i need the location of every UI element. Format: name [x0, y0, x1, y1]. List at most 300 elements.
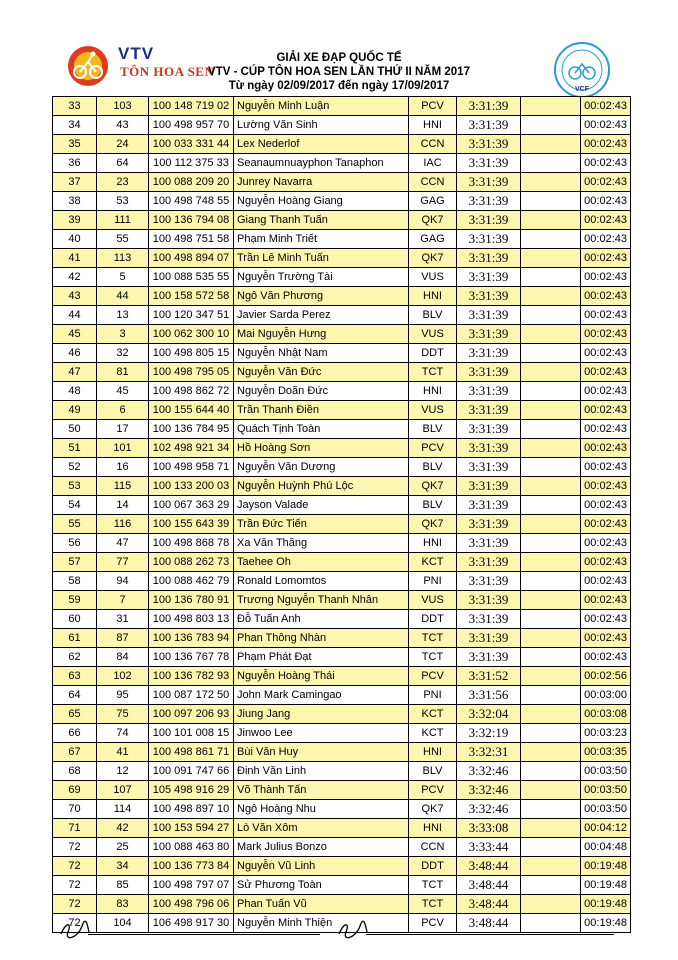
signature-line-left — [88, 934, 320, 935]
table-row — [53, 268, 631, 287]
time-cell: 3:31:39 — [457, 515, 521, 534]
bib-cell: 7 — [97, 591, 149, 610]
team-cell: QK7 — [409, 249, 457, 268]
team-cell: KCT — [409, 553, 457, 572]
bib-cell: 6 — [97, 401, 149, 420]
rank-cell: 63 — [53, 667, 97, 686]
page-title: GIẢI XE ĐẠP QUỐC TẾ — [276, 52, 402, 64]
team-cell: VUS — [409, 325, 457, 344]
uci-id-cell: 100 498 803 13 — [149, 610, 234, 629]
gap-cell: 00:02:43 — [581, 344, 631, 363]
rider-name-cell: Xa Văn Thăng — [234, 534, 409, 553]
gap-cell: 00:02:43 — [581, 306, 631, 325]
rank-cell: 70 — [53, 800, 97, 819]
team-cell: TCT — [409, 629, 457, 648]
time-cell: 3:31:39 — [457, 154, 521, 173]
team-cell: KCT — [409, 724, 457, 743]
gap-cell: 00:19:48 — [581, 857, 631, 876]
team-cell: BLV — [409, 420, 457, 439]
gap-cell: 00:02:43 — [581, 553, 631, 572]
rider-name-cell: Trần Đức Tiến — [234, 515, 409, 534]
gap-cell: 00:03:00 — [581, 686, 631, 705]
rider-name-cell: Lò Văn Xôm — [234, 819, 409, 838]
table-row — [53, 743, 631, 762]
uci-id-cell: 100 155 643 39 — [149, 515, 234, 534]
vcf-badge-icon — [552, 40, 612, 100]
rider-name-cell: Ngô Hoàng Nhu — [234, 800, 409, 819]
blank-cell — [521, 458, 581, 477]
bib-cell: 45 — [97, 382, 149, 401]
rider-name-cell: Hồ Hoàng Sơn — [234, 439, 409, 458]
time-cell: 3:48:44 — [457, 857, 521, 876]
table-row — [53, 477, 631, 496]
rider-name-cell: Ngô Văn Phương — [234, 287, 409, 306]
rank-cell: 51 — [53, 439, 97, 458]
table-row — [53, 192, 631, 211]
uci-id-cell: 100 155 644 40 — [149, 401, 234, 420]
table-row — [53, 116, 631, 135]
rider-name-cell: Trương Nguyễn Thanh Nhân — [234, 591, 409, 610]
rank-cell: 34 — [53, 116, 97, 135]
rider-name-cell: Lường Văn Sinh — [234, 116, 409, 135]
rider-name-cell: Lex Nederlof — [234, 135, 409, 154]
rider-name-cell: Mark Julius Bonzo — [234, 838, 409, 857]
team-cell: QK7 — [409, 211, 457, 230]
gap-cell: 00:02:43 — [581, 572, 631, 591]
rank-cell: 42 — [53, 268, 97, 287]
blank-cell — [521, 572, 581, 591]
team-cell: VUS — [409, 401, 457, 420]
uci-id-cell: 100 498 894 07 — [149, 249, 234, 268]
uci-id-cell: 100 136 773 84 — [149, 857, 234, 876]
team-cell: BLV — [409, 496, 457, 515]
team-cell: QK7 — [409, 515, 457, 534]
uci-id-cell: 100 136 780 91 — [149, 591, 234, 610]
gap-cell: 00:03:08 — [581, 705, 631, 724]
uci-id-cell: 100 498 805 15 — [149, 344, 234, 363]
time-cell: 3:31:39 — [457, 135, 521, 154]
uci-id-cell: 100 498 957 70 — [149, 116, 234, 135]
gap-cell: 00:02:43 — [581, 325, 631, 344]
team-cell: HNI — [409, 287, 457, 306]
rank-cell: 72 — [53, 838, 97, 857]
gap-cell: 00:02:43 — [581, 97, 631, 116]
blank-cell — [521, 800, 581, 819]
rank-cell: 61 — [53, 629, 97, 648]
blank-cell — [521, 705, 581, 724]
time-cell: 3:31:39 — [457, 591, 521, 610]
rank-cell: 68 — [53, 762, 97, 781]
time-cell: 3:31:39 — [457, 249, 521, 268]
uci-id-cell: 100 498 897 10 — [149, 800, 234, 819]
uci-id-cell: 100 112 375 33 — [149, 154, 234, 173]
gap-cell: 00:03:50 — [581, 762, 631, 781]
gap-cell: 00:02:43 — [581, 192, 631, 211]
results-body — [53, 97, 631, 933]
blank-cell — [521, 781, 581, 800]
table-row — [53, 857, 631, 876]
bib-cell: 3 — [97, 325, 149, 344]
gap-cell: 00:02:43 — [581, 230, 631, 249]
time-cell: 3:31:39 — [457, 610, 521, 629]
table-row — [53, 686, 631, 705]
blank-cell — [521, 192, 581, 211]
bib-cell: 64 — [97, 154, 149, 173]
uci-id-cell: 100 158 572 58 — [149, 287, 234, 306]
time-cell: 3:31:39 — [457, 420, 521, 439]
bib-cell: 101 — [97, 439, 149, 458]
bib-cell: 16 — [97, 458, 149, 477]
signature-mark-right — [336, 918, 370, 940]
time-cell: 3:31:39 — [457, 363, 521, 382]
time-cell: 3:32:31 — [457, 743, 521, 762]
rider-name-cell: Trần Thanh Điền — [234, 401, 409, 420]
gap-cell: 00:02:43 — [581, 591, 631, 610]
rank-cell: 57 — [53, 553, 97, 572]
blank-cell — [521, 287, 581, 306]
team-cell: TCT — [409, 895, 457, 914]
table-row — [53, 420, 631, 439]
rider-name-cell: Đinh Văn Linh — [234, 762, 409, 781]
team-cell: BLV — [409, 458, 457, 477]
time-cell: 3:32:46 — [457, 800, 521, 819]
team-cell: TCT — [409, 648, 457, 667]
blank-cell — [521, 230, 581, 249]
team-cell: PNI — [409, 572, 457, 591]
gap-cell: 00:19:48 — [581, 895, 631, 914]
gap-cell: 00:03:35 — [581, 743, 631, 762]
team-cell: HNI — [409, 743, 457, 762]
uci-id-cell: 100 136 784 95 — [149, 420, 234, 439]
time-cell: 3:31:39 — [457, 629, 521, 648]
bib-cell: 87 — [97, 629, 149, 648]
rider-name-cell: Quách Tịnh Toàn — [234, 420, 409, 439]
gap-cell: 00:02:43 — [581, 154, 631, 173]
uci-id-cell: 100 498 861 71 — [149, 743, 234, 762]
blank-cell — [521, 686, 581, 705]
rank-cell: 72 — [53, 914, 97, 933]
time-cell: 3:31:39 — [457, 287, 521, 306]
time-cell: 3:31:39 — [457, 230, 521, 249]
gap-cell: 00:02:43 — [581, 382, 631, 401]
uci-id-cell: 100 062 300 10 — [149, 325, 234, 344]
uci-id-cell: 100 136 783 94 — [149, 629, 234, 648]
table-row — [53, 534, 631, 553]
bib-cell: 31 — [97, 610, 149, 629]
uci-id-cell: 102 498 921 34 — [149, 439, 234, 458]
team-cell: BLV — [409, 306, 457, 325]
gap-cell: 00:02:56 — [581, 667, 631, 686]
table-row — [53, 629, 631, 648]
uci-id-cell: 100 148 719 02 — [149, 97, 234, 116]
blank-cell — [521, 268, 581, 287]
table-row — [53, 572, 631, 591]
blank-cell — [521, 249, 581, 268]
table-row — [53, 762, 631, 781]
blank-cell — [521, 382, 581, 401]
rank-cell: 33 — [53, 97, 97, 116]
team-cell: VUS — [409, 591, 457, 610]
blank-cell — [521, 762, 581, 781]
blank-cell — [521, 325, 581, 344]
time-cell: 3:31:39 — [457, 572, 521, 591]
rider-name-cell: Taehee Oh — [234, 553, 409, 572]
bib-cell: 113 — [97, 249, 149, 268]
blank-cell — [521, 610, 581, 629]
bib-cell: 83 — [97, 895, 149, 914]
rank-cell: 56 — [53, 534, 97, 553]
bib-cell: 34 — [97, 857, 149, 876]
team-cell: HNI — [409, 534, 457, 553]
blank-cell — [521, 534, 581, 553]
rider-name-cell: Trần Lê Minh Tuấn — [234, 249, 409, 268]
bib-cell: 77 — [97, 553, 149, 572]
bib-cell: 32 — [97, 344, 149, 363]
rider-name-cell: Phan Thông Nhàn — [234, 629, 409, 648]
blank-cell — [521, 344, 581, 363]
team-cell: DDT — [409, 344, 457, 363]
time-cell: 3:31:39 — [457, 477, 521, 496]
bib-cell: 107 — [97, 781, 149, 800]
blank-cell — [521, 439, 581, 458]
results-table — [52, 96, 631, 933]
blank-cell — [521, 914, 581, 933]
rank-cell: 52 — [53, 458, 97, 477]
team-cell: CCN — [409, 135, 457, 154]
team-cell: PNI — [409, 686, 457, 705]
rank-cell: 50 — [53, 420, 97, 439]
rider-name-cell: Nguyễn Hoàng Thái — [234, 667, 409, 686]
rank-cell: 45 — [53, 325, 97, 344]
time-cell: 3:31:52 — [457, 667, 521, 686]
team-cell: DDT — [409, 857, 457, 876]
table-row — [53, 401, 631, 420]
team-cell: VUS — [409, 268, 457, 287]
team-cell: TCT — [409, 876, 457, 895]
time-cell: 3:31:39 — [457, 268, 521, 287]
gap-cell: 00:02:43 — [581, 439, 631, 458]
uci-id-cell: 100 136 794 08 — [149, 211, 234, 230]
gap-cell: 00:02:43 — [581, 477, 631, 496]
table-row — [53, 363, 631, 382]
bib-cell: 53 — [97, 192, 149, 211]
uci-id-cell: 100 136 782 93 — [149, 667, 234, 686]
gap-cell: 00:03:50 — [581, 781, 631, 800]
blank-cell — [521, 629, 581, 648]
rider-name-cell: Nguyễn Hoàng Giang — [234, 192, 409, 211]
rank-cell: 67 — [53, 743, 97, 762]
rider-name-cell: Ronald Lomomtos — [234, 572, 409, 591]
rank-cell: 48 — [53, 382, 97, 401]
time-cell: 3:31:56 — [457, 686, 521, 705]
team-cell: PCV — [409, 914, 457, 933]
uci-id-cell: 100 498 796 06 — [149, 895, 234, 914]
gap-cell: 00:02:43 — [581, 135, 631, 154]
bib-cell: 84 — [97, 648, 149, 667]
bib-cell: 85 — [97, 876, 149, 895]
bib-cell: 24 — [97, 135, 149, 154]
blank-cell — [521, 97, 581, 116]
team-cell: HNI — [409, 116, 457, 135]
date-range: Từ ngày 02/09/2017 đến ngày 17/09/2017 — [228, 80, 450, 92]
gap-cell: 00:02:43 — [581, 401, 631, 420]
rider-name-cell: Nguyễn Văn Đức — [234, 363, 409, 382]
gap-cell: 00:04:48 — [581, 838, 631, 857]
uci-id-cell: 100 498 748 55 — [149, 192, 234, 211]
gap-cell: 00:02:43 — [581, 287, 631, 306]
time-cell: 3:33:44 — [457, 838, 521, 857]
table-row — [53, 496, 631, 515]
rank-cell: 69 — [53, 781, 97, 800]
table-row — [53, 154, 631, 173]
gap-cell: 00:02:43 — [581, 629, 631, 648]
table-row — [53, 724, 631, 743]
uci-id-cell: 100 088 262 73 — [149, 553, 234, 572]
uci-id-cell: 100 498 751 58 — [149, 230, 234, 249]
time-cell: 3:31:39 — [457, 458, 521, 477]
uci-id-cell: 100 498 958 71 — [149, 458, 234, 477]
blank-cell — [521, 743, 581, 762]
table-row — [53, 648, 631, 667]
time-cell: 3:31:39 — [457, 173, 521, 192]
uci-id-cell: 100 498 862 72 — [149, 382, 234, 401]
table-row — [53, 173, 631, 192]
bib-cell: 95 — [97, 686, 149, 705]
rank-cell: 62 — [53, 648, 97, 667]
team-cell: IAC — [409, 154, 457, 173]
signature-line-right — [366, 934, 614, 935]
gap-cell: 00:02:43 — [581, 363, 631, 382]
blank-cell — [521, 420, 581, 439]
uci-id-cell: 100 101 008 15 — [149, 724, 234, 743]
team-cell: BLV — [409, 762, 457, 781]
rank-cell: 49 — [53, 401, 97, 420]
rider-name-cell: Nguyễn Doãn Đức — [234, 382, 409, 401]
signature-mark-left — [58, 918, 92, 940]
table-row — [53, 591, 631, 610]
rider-name-cell: Nguyễn Văn Dương — [234, 458, 409, 477]
gap-cell: 00:02:43 — [581, 249, 631, 268]
bib-cell: 44 — [97, 287, 149, 306]
blank-cell — [521, 173, 581, 192]
tonhoasen-logo: TÔN HOA SEN — [120, 64, 215, 79]
blank-cell — [521, 553, 581, 572]
rider-name-cell: Phạm Phát Đạt — [234, 648, 409, 667]
team-cell: TCT — [409, 363, 457, 382]
bib-cell: 42 — [97, 819, 149, 838]
rider-name-cell: Phạm Minh Triết — [234, 230, 409, 249]
table-row — [53, 439, 631, 458]
table-row — [53, 306, 631, 325]
table-row — [53, 819, 631, 838]
team-cell: HNI — [409, 819, 457, 838]
team-cell: PCV — [409, 439, 457, 458]
time-cell: 3:31:39 — [457, 401, 521, 420]
rider-name-cell: Võ Thành Tấn — [234, 781, 409, 800]
bib-cell: 102 — [97, 667, 149, 686]
bib-cell: 41 — [97, 743, 149, 762]
time-cell: 3:32:46 — [457, 781, 521, 800]
team-cell: CCN — [409, 173, 457, 192]
rider-name-cell: Jayson Valade — [234, 496, 409, 515]
rank-cell: 55 — [53, 515, 97, 534]
rider-name-cell: Nguyễn Huỳnh Phú Lộc — [234, 477, 409, 496]
time-cell: 3:31:39 — [457, 439, 521, 458]
bib-cell: 17 — [97, 420, 149, 439]
vtv-logo: VTV — [118, 44, 155, 63]
table-row — [53, 97, 631, 116]
blank-cell — [521, 306, 581, 325]
uci-id-cell: 100 153 594 27 — [149, 819, 234, 838]
uci-id-cell: 100 088 463 80 — [149, 838, 234, 857]
rank-cell: 37 — [53, 173, 97, 192]
team-cell: PCV — [409, 667, 457, 686]
time-cell: 3:48:44 — [457, 914, 521, 933]
bib-cell: 111 — [97, 211, 149, 230]
blank-cell — [521, 135, 581, 154]
team-cell: PCV — [409, 97, 457, 116]
time-cell: 3:31:39 — [457, 192, 521, 211]
rank-cell: 71 — [53, 819, 97, 838]
uci-id-cell: 100 498 797 07 — [149, 876, 234, 895]
bib-cell: 94 — [97, 572, 149, 591]
vcf-badge-text: VCF — [575, 86, 589, 93]
gap-cell: 00:03:50 — [581, 800, 631, 819]
table-row — [53, 287, 631, 306]
bib-cell: 104 — [97, 914, 149, 933]
bib-cell: 12 — [97, 762, 149, 781]
rider-name-cell: Phan Tuấn Vũ — [234, 895, 409, 914]
bib-cell: 14 — [97, 496, 149, 515]
uci-id-cell: 100 120 347 51 — [149, 306, 234, 325]
rider-name-cell: Nguyễn Minh Luận — [234, 97, 409, 116]
team-cell: HNI — [409, 382, 457, 401]
gap-cell: 00:02:43 — [581, 610, 631, 629]
bib-cell: 74 — [97, 724, 149, 743]
rider-name-cell: Nguyễn Vũ Linh — [234, 857, 409, 876]
table-row — [53, 876, 631, 895]
blank-cell — [521, 477, 581, 496]
time-cell: 3:48:44 — [457, 895, 521, 914]
rank-cell: 46 — [53, 344, 97, 363]
table-row — [53, 249, 631, 268]
rank-cell: 60 — [53, 610, 97, 629]
uci-id-cell: 100 088 535 55 — [149, 268, 234, 287]
uci-id-cell: 100 498 868 78 — [149, 534, 234, 553]
rank-cell: 72 — [53, 895, 97, 914]
gap-cell: 00:02:43 — [581, 458, 631, 477]
time-cell: 3:31:39 — [457, 325, 521, 344]
bib-cell: 75 — [97, 705, 149, 724]
table-row — [53, 781, 631, 800]
blank-cell — [521, 857, 581, 876]
bib-cell: 116 — [97, 515, 149, 534]
rank-cell: 72 — [53, 876, 97, 895]
team-cell: DDT — [409, 610, 457, 629]
bib-cell: 103 — [97, 97, 149, 116]
bib-cell: 55 — [97, 230, 149, 249]
gap-cell: 00:02:43 — [581, 116, 631, 135]
rider-name-cell: Nguyễn Trường Tài — [234, 268, 409, 287]
page-header — [0, 0, 678, 96]
bib-cell: 23 — [97, 173, 149, 192]
blank-cell — [521, 515, 581, 534]
rank-cell: 59 — [53, 591, 97, 610]
time-cell: 3:31:39 — [457, 306, 521, 325]
team-cell: GAG — [409, 192, 457, 211]
gap-cell: 00:04:12 — [581, 819, 631, 838]
team-cell: CCN — [409, 838, 457, 857]
